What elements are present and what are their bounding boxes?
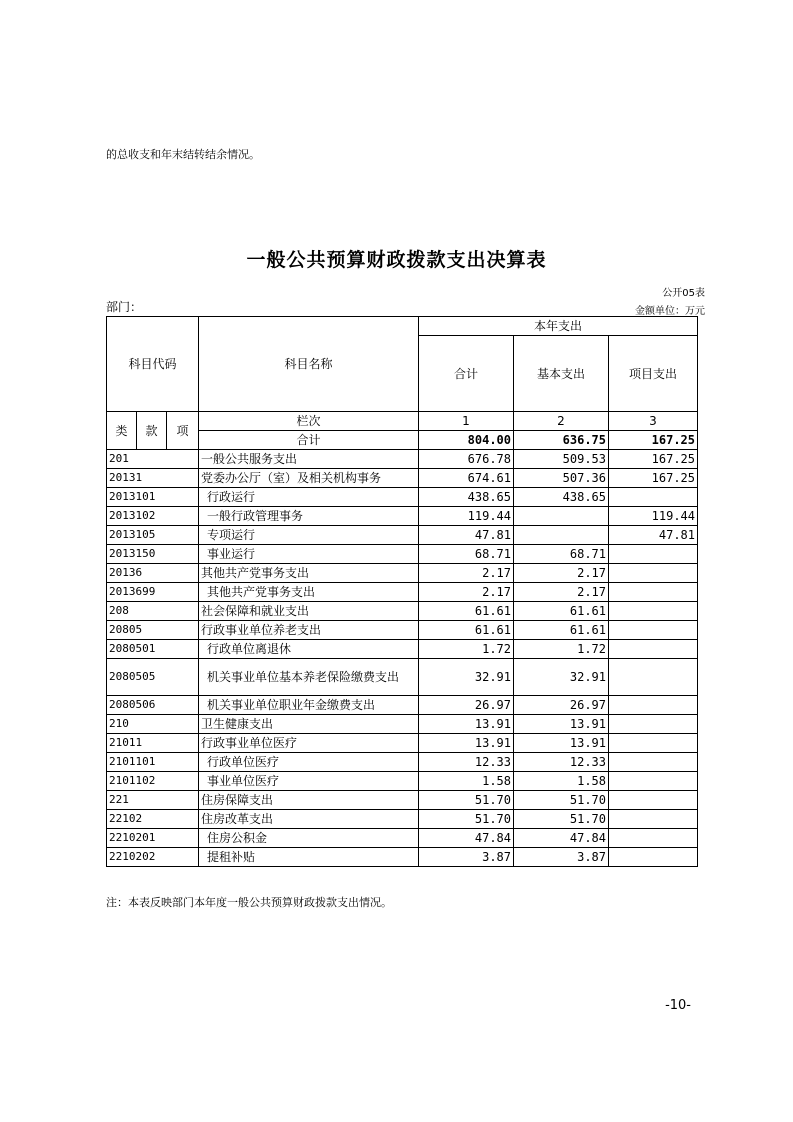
row-basic: 438.65 bbox=[514, 488, 609, 507]
row-basic: 26.97 bbox=[514, 696, 609, 715]
row-basic: 51.70 bbox=[514, 810, 609, 829]
row-name: 住房改革支出 bbox=[199, 810, 419, 829]
row-name: 其他共产党事务支出 bbox=[199, 583, 419, 602]
row-project bbox=[609, 810, 698, 829]
table-row bbox=[107, 810, 698, 829]
row-total: 674.61 bbox=[419, 469, 514, 488]
table-row bbox=[107, 772, 698, 791]
table-row bbox=[107, 848, 698, 867]
row-total: 3.87 bbox=[419, 848, 514, 867]
row-code: 201 bbox=[107, 450, 199, 469]
amount-unit: 金额单位：万元 bbox=[635, 306, 705, 317]
row-name: 卫生健康支出 bbox=[199, 715, 419, 734]
row-basic: 13.91 bbox=[514, 734, 609, 753]
row-code: 2080506 bbox=[107, 696, 199, 715]
row-name: 住房保障支出 bbox=[199, 791, 419, 810]
row-code: 2080505 bbox=[107, 659, 199, 696]
row-basic: 61.61 bbox=[514, 602, 609, 621]
page-title: 一般公共预算财政拨款支出决算表 bbox=[246, 249, 547, 271]
row-code: 21011 bbox=[107, 734, 199, 753]
row-project bbox=[609, 715, 698, 734]
row-name: 行政单位医疗 bbox=[199, 753, 419, 772]
header-kuan: 款 bbox=[137, 412, 167, 450]
row-total: 2.17 bbox=[419, 564, 514, 583]
table-row bbox=[107, 450, 698, 469]
row-project bbox=[609, 602, 698, 621]
row-project bbox=[609, 753, 698, 772]
row-code: 2013105 bbox=[107, 526, 199, 545]
table-row bbox=[107, 545, 698, 564]
table-row bbox=[107, 507, 698, 526]
header-subject-name: 科目名称 bbox=[199, 317, 419, 412]
row-total: 47.84 bbox=[419, 829, 514, 848]
row-name: 行政事业单位养老支出 bbox=[199, 621, 419, 640]
row-total: 51.70 bbox=[419, 791, 514, 810]
row-name: 一般行政管理事务 bbox=[199, 507, 419, 526]
row-project bbox=[609, 659, 698, 696]
row-code: 221 bbox=[107, 791, 199, 810]
row-project bbox=[609, 791, 698, 810]
row-basic: 61.61 bbox=[514, 621, 609, 640]
row-total: 68.71 bbox=[419, 545, 514, 564]
table-row bbox=[107, 791, 698, 810]
row-code: 2013150 bbox=[107, 545, 199, 564]
row-project bbox=[609, 696, 698, 715]
table-body bbox=[107, 450, 698, 867]
total-row-basic: 636.75 bbox=[514, 431, 609, 450]
row-code: 2101101 bbox=[107, 753, 199, 772]
table-row bbox=[107, 526, 698, 545]
row-project: 167.25 bbox=[609, 450, 698, 469]
row-total: 32.91 bbox=[419, 659, 514, 696]
table-row bbox=[107, 583, 698, 602]
row-project bbox=[609, 829, 698, 848]
row-total: 438.65 bbox=[419, 488, 514, 507]
row-code: 2013699 bbox=[107, 583, 199, 602]
total-row-total: 804.00 bbox=[419, 431, 514, 450]
row-name: 事业运行 bbox=[199, 545, 419, 564]
header-lei: 类 bbox=[107, 412, 137, 450]
row-code: 2210202 bbox=[107, 848, 199, 867]
row-name: 社会保障和就业支出 bbox=[199, 602, 419, 621]
row-code: 2101102 bbox=[107, 772, 199, 791]
row-project bbox=[609, 640, 698, 659]
row-code: 208 bbox=[107, 602, 199, 621]
total-row-project: 167.25 bbox=[609, 431, 698, 450]
row-code: 2013101 bbox=[107, 488, 199, 507]
row-total: 13.91 bbox=[419, 715, 514, 734]
row-basic: 507.36 bbox=[514, 469, 609, 488]
header-project: 项目支出 bbox=[609, 336, 698, 412]
header-basic: 基本支出 bbox=[514, 336, 609, 412]
row-basic bbox=[514, 526, 609, 545]
row-basic: 1.58 bbox=[514, 772, 609, 791]
table-row bbox=[107, 829, 698, 848]
row-name: 行政单位离退休 bbox=[199, 640, 419, 659]
row-name: 行政运行 bbox=[199, 488, 419, 507]
row-project: 167.25 bbox=[609, 469, 698, 488]
table-row bbox=[107, 564, 698, 583]
header-col2: 2 bbox=[514, 412, 609, 431]
row-total: 2.17 bbox=[419, 583, 514, 602]
header-xiang: 项 bbox=[167, 412, 199, 450]
row-basic: 509.53 bbox=[514, 450, 609, 469]
row-name: 行政事业单位医疗 bbox=[199, 734, 419, 753]
row-code: 22102 bbox=[107, 810, 199, 829]
header-col1: 1 bbox=[419, 412, 514, 431]
row-total: 61.61 bbox=[419, 602, 514, 621]
row-total: 51.70 bbox=[419, 810, 514, 829]
header-subject-code: 科目代码 bbox=[107, 317, 199, 412]
page-number: -10- bbox=[665, 998, 691, 1013]
header-col3: 3 bbox=[609, 412, 698, 431]
row-total: 1.72 bbox=[419, 640, 514, 659]
table-row bbox=[107, 715, 698, 734]
table-row bbox=[107, 621, 698, 640]
header-year-expense: 本年支出 bbox=[419, 317, 698, 336]
row-basic: 2.17 bbox=[514, 564, 609, 583]
row-code: 20131 bbox=[107, 469, 199, 488]
row-project bbox=[609, 564, 698, 583]
row-total: 26.97 bbox=[419, 696, 514, 715]
row-name: 机关事业单位基本养老保险缴费支出 bbox=[199, 659, 419, 696]
table-note: 注：本表反映部门本年度一般公共预算财政拨款支出情况。 bbox=[106, 896, 392, 909]
total-row-label: 合计 bbox=[199, 431, 419, 450]
table-row bbox=[107, 640, 698, 659]
row-code: 20136 bbox=[107, 564, 199, 583]
row-total: 12.33 bbox=[419, 753, 514, 772]
row-basic: 13.91 bbox=[514, 715, 609, 734]
row-basic: 32.91 bbox=[514, 659, 609, 696]
table-row bbox=[107, 659, 698, 696]
table-row bbox=[107, 488, 698, 507]
row-total: 676.78 bbox=[419, 450, 514, 469]
row-project bbox=[609, 583, 698, 602]
form-number: 公开05表 bbox=[662, 288, 705, 299]
expense-table bbox=[106, 316, 698, 867]
intro-text: 的总收支和年末结转结余情况。 bbox=[106, 148, 260, 161]
row-basic: 3.87 bbox=[514, 848, 609, 867]
row-code: 210 bbox=[107, 715, 199, 734]
row-code: 2080501 bbox=[107, 640, 199, 659]
row-basic: 2.17 bbox=[514, 583, 609, 602]
row-basic: 1.72 bbox=[514, 640, 609, 659]
row-name: 事业单位医疗 bbox=[199, 772, 419, 791]
row-basic: 51.70 bbox=[514, 791, 609, 810]
row-total: 119.44 bbox=[419, 507, 514, 526]
row-project: 47.81 bbox=[609, 526, 698, 545]
row-basic: 12.33 bbox=[514, 753, 609, 772]
table-row bbox=[107, 469, 698, 488]
row-project bbox=[609, 621, 698, 640]
header-total: 合计 bbox=[419, 336, 514, 412]
row-project bbox=[609, 545, 698, 564]
row-code: 2013102 bbox=[107, 507, 199, 526]
row-name: 住房公积金 bbox=[199, 829, 419, 848]
row-project bbox=[609, 772, 698, 791]
row-project bbox=[609, 488, 698, 507]
row-name: 提租补贴 bbox=[199, 848, 419, 867]
row-name: 党委办公厅（室）及相关机构事务 bbox=[199, 469, 419, 488]
row-project: 119.44 bbox=[609, 507, 698, 526]
row-total: 1.58 bbox=[419, 772, 514, 791]
row-total: 61.61 bbox=[419, 621, 514, 640]
row-code: 20805 bbox=[107, 621, 199, 640]
row-basic: 68.71 bbox=[514, 545, 609, 564]
row-project bbox=[609, 734, 698, 753]
table-row bbox=[107, 696, 698, 715]
row-name: 机关事业单位职业年金缴费支出 bbox=[199, 696, 419, 715]
row-name: 一般公共服务支出 bbox=[199, 450, 419, 469]
table-row bbox=[107, 602, 698, 621]
row-code: 2210201 bbox=[107, 829, 199, 848]
row-total: 47.81 bbox=[419, 526, 514, 545]
row-basic bbox=[514, 507, 609, 526]
table-row bbox=[107, 753, 698, 772]
row-name: 其他共产党事务支出 bbox=[199, 564, 419, 583]
department-label: 部门： bbox=[106, 300, 143, 314]
row-project bbox=[609, 848, 698, 867]
row-name: 专项运行 bbox=[199, 526, 419, 545]
table-row bbox=[107, 734, 698, 753]
row-total: 13.91 bbox=[419, 734, 514, 753]
header-column-no: 栏次 bbox=[199, 412, 419, 431]
row-basic: 47.84 bbox=[514, 829, 609, 848]
